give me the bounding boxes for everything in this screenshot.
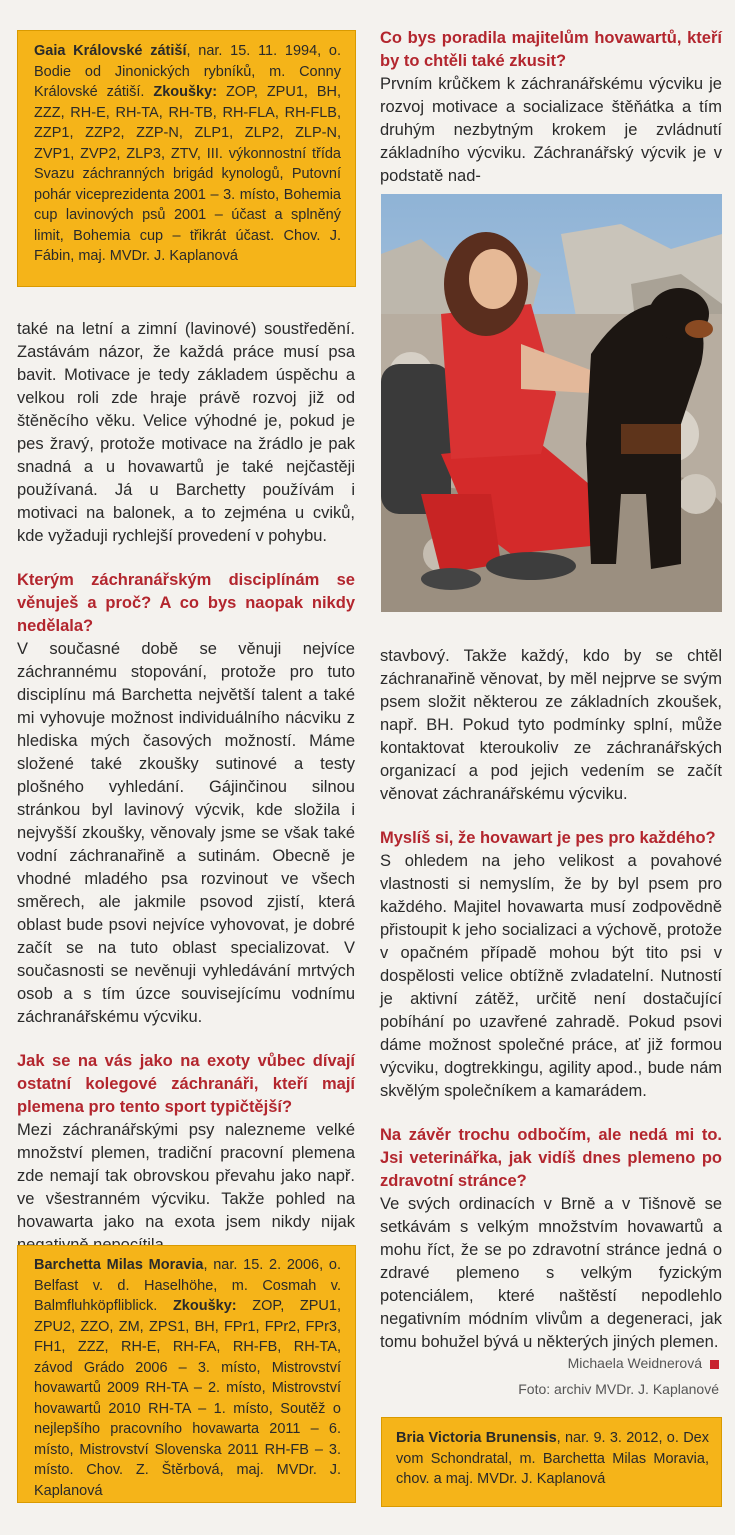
- question-heading: Jak se na vás jako na exoty vůbec dívají ostatní kolegové záchranáři, kteří mají plemena pro tento sport typičtější?: [17, 1052, 355, 1116]
- info-box-gaia: [17, 30, 356, 287]
- paragraph: Mezi záchranářskými psy nalezneme velké množství plemen, tradiční pracovní plemena zde nemají tak obrovskou převahu jako např. ve všestranném výcviku. Takže pohled na hovawarta jako na exota jsem nikdy nijak: [17, 1121, 355, 1231]
- photo-woman-with-dog: [381, 194, 722, 612]
- info-box-bria: [381, 1417, 722, 1507]
- paragraph: Prvním krůčkem k záchranářskému výcviku je rozvoj motivace a socializace štěňátka a tím druhým nezbytným krokem je zvládnutí základního výcviku. Záchranářský výcvik je v podstatě nad-: [380, 75, 722, 185]
- photo-credit: Foto: archiv MVDr. J. Kaplanové: [518, 1381, 719, 1397]
- right-column-top: [380, 27, 722, 188]
- info-box-gaia-text: Gaia Královské zátiší, nar. 15. 11. 1994, o. Bodie od Jinonických rybníků, m. Conny Královské zátiší. Zkoušky: ZOP, ZPU1, BH, ZZZ, RH-E, RH-TA, RH-TB, RH-FLA, RH-FLB, ZZP1, ZZP2, ZZP-N, ZLP1, ZLP2, ZLP-N, ZVP1, ZVP2, ZLP3, ZTV, III. výkonnostní třída Svazu záchranných brigád kynologů, Putovní pohár viceprezidenta 2001 – 3. místo, Bohemia cup lavinových psů 2001 – účast a splněný limit, Bohemia cup – třikrát účast. Chov. J. Fábin, maj. MVDr. J. Kaplanová: [34, 43, 341, 264]
- author-line: [568, 1355, 719, 1371]
- info-box-bria-text: Bria Victoria Brunensis, nar. 9. 3. 2012, o. Dex vom Schondratal, m. Barchetta Milas Moravia, chov. a maj. MVDr. J. Kaplanová: [396, 1430, 709, 1487]
- question-heading: Co bys poradila majitelům hovawartů, kteří by to chtěli také zkusit?: [380, 29, 722, 70]
- right-column-bottom: [380, 645, 722, 1354]
- info-box-barchetta: [17, 1245, 356, 1503]
- paragraph: V současné době se věnuji nejvíce záchrannému stopování, protože pro tuto disciplínu má Barchetta největší talent a také mi vyhovuje možnost individuálního nácviku z hlediska mých časových možností. Máme složené také zkoušky sutinové a testy plošného vyhledání. Gájinčinou silnou stránkou byl lavinový výcvik, kde složila i nejvyšší zkoušky, věnovaly jsme se však také vodní záchranařině a sutinám. Obecně je vhodné mladého psa rozvinout ve všech směrech, ale jakmile psovod zjistí, která oblast bude psovi nejvíce vyhovovat, je dobré začít se na tuto oblast specializovat. V současnosti se nevěnuji vyhledávání mrtvých osob a s tím úzce souvisejícímu vodnímu záchranářskému výcviku.: [17, 640, 355, 1026]
- paragraph: S ohledem na jeho velikost a povahové vlastnosti si nemyslím, že by byl psem pro každého. Majitel hovawarta musí zodpovědně přistoupit k jeho socializaci a výchově, protože v opačném případě mohou být tito psi v dospělosti velice obtížně zvladatelní. Nutností je aktivní zátěž, určitě není dostačující pobíhání po uzavřené zahradě. Pokud psovi dáme možnost společné práce, ať již formou výcviku, dogtrekkingu, agility apod., bude nám skvělým společníkem a kamarádem.: [380, 852, 722, 1100]
- paragraph: také na letní a zimní (lavinové) soustředění. Zastávám názor, že každá práce musí psa bavit. Motivace je tedy základem úspěchu a velkou roli zde hraje právě rozvoj již od štěněcího věku. Velice výhodné je, pokud je pes žravý, protože motivace na žrádlo je pak snadná a u hovawartů je také nejčastěji používaná. Já u Barchetty používám i motivaci na balonek, a to zejména u cviků, kde vyžaduji rychlejší provedení v pohybu.: [17, 320, 355, 545]
- end-mark-icon: [710, 1360, 719, 1369]
- dog-name: Bria Victoria Brunensis: [396, 1430, 557, 1446]
- info-box-barchetta-text: Barchetta Milas Moravia, nar. 15. 2. 2006, o. Belfast v. d. Haselhöhe, m. Cosmah v. Balmfluhköpfliblick. Zkoušky: ZOP, ZPU1, ZPU2, ZZO, ZM, ZPS1, BH, FPr1, FPr2, FPr3, FH1, ZZZ, RH-E, RH-FA, RH-FB, RH-TA, závod Grádo 2006 – 3. místo, Mistrovství hovawartů 2009 RH-TA – 2. místo, Mistrovství hovawartů 2010 RH-TA – 1. místo, Soutěž o nejlepšího pracovního hovawarta 2011 – 6. místo, Mistrovství Slovenska 2011 RH-FB – 3. místo. Chov. Z. Štěrbová, maj. MVDr. J. Kaplanová: [34, 1257, 341, 1499]
- dog-name: Gaia Královské zátiší: [34, 43, 187, 59]
- dog-name: Barchetta Milas Moravia: [34, 1257, 204, 1273]
- exams-label: Zkoušky:: [172, 1298, 237, 1314]
- paragraph: Ve svých ordinacích v Brně a v Tišnově se setkávám s velkým množstvím hovawartů a mohu říct, že se po zdravotní stránce jedná o zdravé plemeno s velkým fyzickým potenciálem, které naštěstí nepodlehlo negativním módním vlivům a degeneraci, jak tomu bohužel bývá u některých jiných plemen.: [380, 1195, 722, 1351]
- author-name: Michaela Weidnerová: [567, 1355, 702, 1371]
- left-column: [17, 318, 355, 1257]
- question-heading: Na závěr trochu odbočím, ale nedá mi to. Jsi veterinářka, jak vidíš dnes plemeno po zdravotní stránce?: [380, 1126, 722, 1190]
- question-heading: Myslíš si, že hovawart je pes pro každého?: [380, 829, 716, 847]
- question-heading: Kterým záchranářským disciplínám se věnuješ a proč? A co bys naopak nikdy nedělala?: [17, 571, 355, 635]
- photo-illustration: [381, 194, 722, 612]
- exams-label: Zkoušky:: [153, 84, 218, 100]
- paragraph: stavbový. Takže každý, kdo by se chtěl záchranařině věnovat, by měl nejprve se svým psem složit některou ze základních zkoušek, např. BH. Pokud tyto podmínky splní, může kontaktovat kteroukoliv ze záchranářských organizací a pod jejich vedením se začít věnovat záchranářskému výcviku.: [380, 647, 722, 803]
